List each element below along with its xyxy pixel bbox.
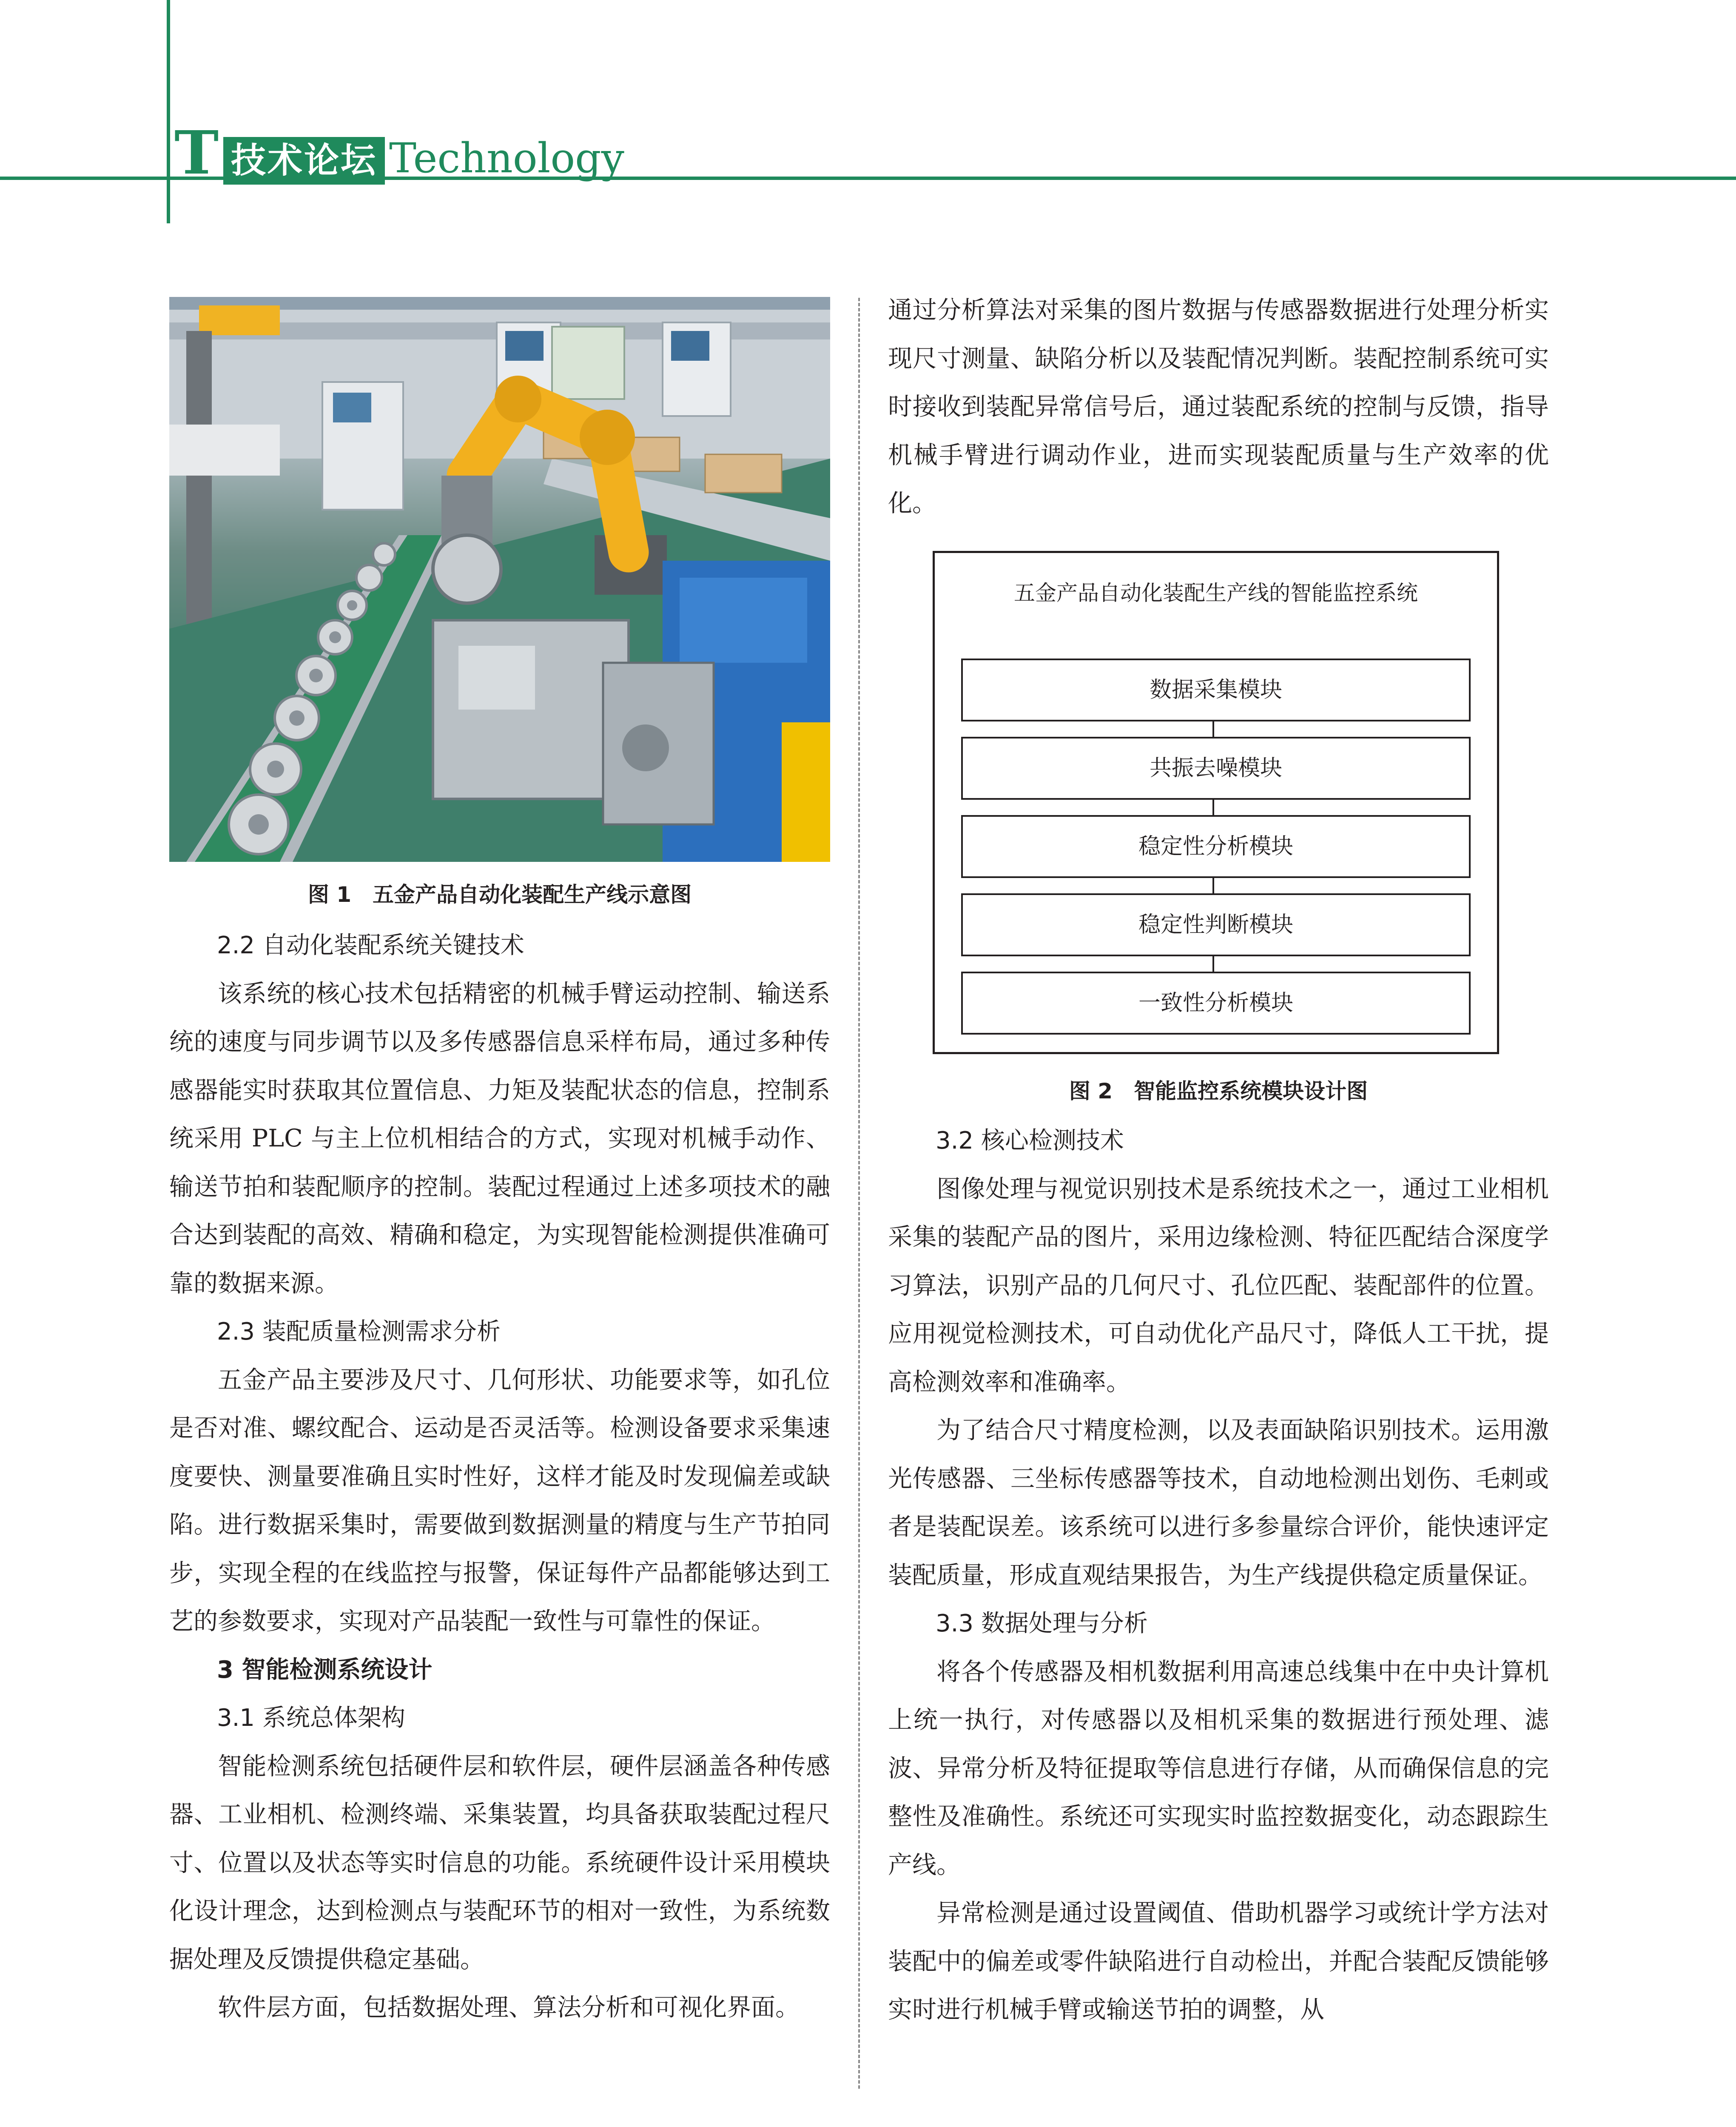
module-box: 一致性分析模块 [961, 972, 1471, 1035]
paragraph: 该系统的核心技术包括精密的机械手臂运动控制、输送系统的速度与同步调节以及多传感器信息采样布局，通过多种传感器能实时获取其位置信息、力矩及装配状态的信息，控制系统采用 PLC 与主上位机相结合的方式，实现对机械手动作、输送节拍和装配顺序的控制。装配过程通过上述多项技术的融合达到装配的高效、精确和稳定，为实现智能检测提供准确可靠的数据来源。 [169, 979, 830, 1297]
connector-line [1212, 800, 1214, 815]
paragraph: 为了结合尺寸精度检测，以及表面缺陷识别技术。运用激光传感器、三坐标传感器等技术，自动地检测出划伤、毛刺或者是装配误差。该系统可以进行多参量综合评价，能快速评定装配质量，形成直观结果报告，为生产线提供稳定质量保证。 [888, 1416, 1549, 1589]
factory-assembly-photo [169, 297, 830, 862]
left-column [169, 921, 830, 2032]
right-column-bottom [888, 1117, 1549, 2034]
assembly-line-illustration [169, 297, 830, 862]
module-box: 数据采集模块 [961, 659, 1471, 721]
header-vertical-rule [167, 0, 170, 223]
module-box: 稳定性判断模块 [961, 893, 1471, 956]
section-label-en: Technology [389, 134, 624, 182]
figure1-caption: 图 1 五金产品自动化装配生产线示意图 [307, 882, 692, 907]
figure2-caption: 图 2 智能监控系统模块设计图 [1069, 1079, 1368, 1103]
section-heading-2-3: 2.3 装配质量检测需求分析 [217, 1318, 501, 1346]
connector-line [1212, 956, 1214, 972]
header-letter: T [174, 118, 219, 188]
right-column-top [888, 286, 1549, 528]
section-heading-3-2: 3.2 核心检测技术 [936, 1127, 1124, 1155]
column-divider [858, 298, 860, 2089]
paragraph: 智能检测系统包括硬件层和软件层，硬件层涵盖各种传感器、工业相机、检测终端、采集装置，均具备获取装配过程尺寸、位置以及状态等实时信息的功能。系统硬件设计采用模块化设计理念，达到检测点与装配环节的相对一致性，为系统数据处理及反馈提供稳定基础。 [169, 1752, 830, 1973]
diagram-title: 五金产品自动化装配生产线的智能监控系统 [1014, 581, 1418, 605]
module-box: 共振去噪模块 [961, 737, 1471, 800]
paragraph: 通过分析算法对采集的图片数据与传感器数据进行处理分析实现尺寸测量、缺陷分析以及装配情况判断。装配控制系统可实时接收到装配异常信号后，通过装配系统的控制与反馈，指导机械手臂进行调动作业，进而实现装配质量与生产效率的优化。 [888, 296, 1549, 517]
paragraph: 将各个传感器及相机数据利用高速总线集中在中央计算机上统一执行，对传感器以及相机采集的数据进行预处理、滤波、异常分析及特征提取等信息进行存储，从而确保信息的完整性及准确性。系统还可实现实时监控数据变化，动态跟踪生产线。 [888, 1657, 1549, 1879]
section-heading-2-2: 2.2 自动化装配系统关键技术 [217, 932, 524, 959]
module-box: 稳定性分析模块 [961, 815, 1471, 878]
section-heading-3-1: 3.1 系统总体架构 [217, 1704, 405, 1732]
section-heading-3-3: 3.3 数据处理与分析 [936, 1610, 1148, 1637]
section-heading-3: 3 智能检测系统设计 [217, 1656, 433, 1684]
paragraph: 五金产品主要涉及尺寸、几何形状、功能要求等，如孔位是否对准、螺纹配合、运动是否灵活等。检测设备要求采集速度要快、测量要准确且实时性好，这样才能及时发现偏差或缺陷。进行数据采集时，需要做到数据测量的精度与生产节拍同步，实现全程的在线监控与报警，保证每件产品都能够达到工艺的参数要求，实现对产品装配一致性与可靠性的保证。 [169, 1366, 830, 1635]
monitoring-system-diagram [933, 551, 1499, 1054]
paragraph: 图像处理与视觉识别技术是系统技术之一，通过工业相机采集的装配产品的图片，采用边缘检测、特征匹配结合深度学习算法，识别产品的几何尺寸、孔位匹配、装配部件的位置。应用视觉检测技术，可自动优化产品尺寸，降低人工干扰，提高检测效率和准确率。 [888, 1175, 1549, 1396]
section-label-cn: 技术论坛 [223, 137, 385, 185]
connector-line [1212, 878, 1214, 893]
paragraph: 异常检测是通过设置阈值、借助机器学习或统计学方法对装配中的偏差或零件缺陷进行自动检出，并配合装配反馈能够实时进行机械手臂或输送节拍的调整，从 [888, 1899, 1549, 2024]
paragraph: 软件层方面，包括数据处理、算法分析和可视化界面。 [218, 1993, 800, 2022]
connector-line [1212, 721, 1214, 737]
